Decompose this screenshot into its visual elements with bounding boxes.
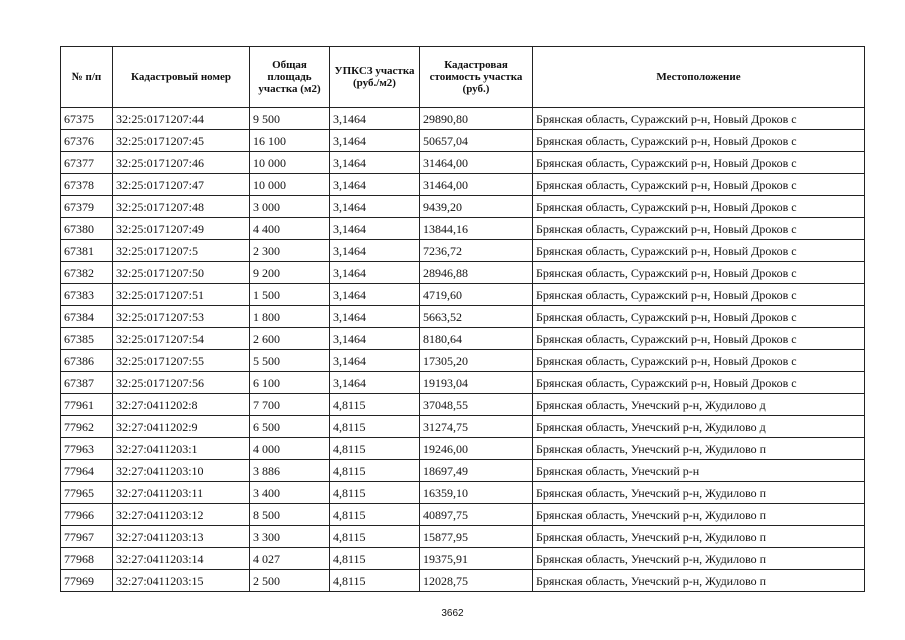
cadastral-value: 29890,80 (420, 108, 533, 130)
upksz: 3,1464 (330, 284, 420, 306)
upksz: 4,8115 (330, 394, 420, 416)
location: Брянская область, Суражский р-н, Новый Дроков с (533, 130, 865, 152)
cadastral-value: 15877,95 (420, 526, 533, 548)
cadastral-number: 32:25:0171207:54 (113, 328, 250, 350)
row-num: 67386 (61, 350, 113, 372)
area: 2 500 (250, 570, 330, 592)
upksz: 4,8115 (330, 460, 420, 482)
location: Брянская область, Суражский р-н, Новый Дроков с (533, 240, 865, 262)
table-row (61, 460, 865, 482)
cadastral-value: 7236,72 (420, 240, 533, 262)
row-num: 67380 (61, 218, 113, 240)
cadastral-value: 5663,52 (420, 306, 533, 328)
row-num: 67384 (61, 306, 113, 328)
location: Брянская область, Суражский р-н, Новый Дроков с (533, 196, 865, 218)
table-row (61, 372, 865, 394)
cadastral-number: 32:25:0171207:56 (113, 372, 250, 394)
location: Брянская область, Унечский р-н, Жудилово д (533, 394, 865, 416)
table-row (61, 482, 865, 504)
row-num: 67383 (61, 284, 113, 306)
table-header-row (61, 47, 865, 108)
row-num: 67375 (61, 108, 113, 130)
upksz: 3,1464 (330, 372, 420, 394)
cadastral-value: 50657,04 (420, 130, 533, 152)
table-row (61, 240, 865, 262)
row-num: 77966 (61, 504, 113, 526)
upksz: 4,8115 (330, 438, 420, 460)
row-num: 77963 (61, 438, 113, 460)
cadastral-number: 32:27:0411202:9 (113, 416, 250, 438)
table-row (61, 548, 865, 570)
location: Брянская область, Унечский р-н, Жудилово д (533, 416, 865, 438)
cadastral-number: 32:25:0171207:50 (113, 262, 250, 284)
table-row (61, 174, 865, 196)
cadastral-value: 40897,75 (420, 504, 533, 526)
row-num: 77964 (61, 460, 113, 482)
cadastral-number: 32:27:0411203:10 (113, 460, 250, 482)
cadastral-number: 32:27:0411202:8 (113, 394, 250, 416)
header-location: Местоположение (533, 47, 865, 108)
upksz: 4,8115 (330, 570, 420, 592)
location: Брянская область, Суражский р-н, Новый Дроков с (533, 328, 865, 350)
table-row (61, 438, 865, 460)
area: 5 500 (250, 350, 330, 372)
cadastral-value: 4719,60 (420, 284, 533, 306)
table-row (61, 570, 865, 592)
upksz: 3,1464 (330, 152, 420, 174)
header-cadastral-value: Кадастровая стоимость участка (руб.) (420, 47, 533, 108)
cadastral-number: 32:25:0171207:47 (113, 174, 250, 196)
location: Брянская область, Суражский р-н, Новый Дроков с (533, 372, 865, 394)
cadastral-value: 31274,75 (420, 416, 533, 438)
upksz: 4,8115 (330, 526, 420, 548)
row-num: 77965 (61, 482, 113, 504)
area: 9 500 (250, 108, 330, 130)
table-row (61, 328, 865, 350)
cadastral-number: 32:25:0171207:5 (113, 240, 250, 262)
table-row (61, 130, 865, 152)
location: Брянская область, Суражский р-н, Новый Дроков с (533, 284, 865, 306)
location: Брянская область, Суражский р-н, Новый Дроков с (533, 108, 865, 130)
table-row (61, 504, 865, 526)
upksz: 3,1464 (330, 174, 420, 196)
area: 2 600 (250, 328, 330, 350)
upksz: 4,8115 (330, 548, 420, 570)
row-num: 77967 (61, 526, 113, 548)
area: 4 000 (250, 438, 330, 460)
cadastral-value: 31464,00 (420, 152, 533, 174)
table-row (61, 526, 865, 548)
area: 6 500 (250, 416, 330, 438)
page-number: 3662 (441, 608, 464, 619)
row-num: 67387 (61, 372, 113, 394)
cadastral-number: 32:25:0171207:46 (113, 152, 250, 174)
cadastral-value: 19246,00 (420, 438, 533, 460)
upksz: 3,1464 (330, 108, 420, 130)
cadastral-number: 32:27:0411203:11 (113, 482, 250, 504)
cadastral-value: 17305,20 (420, 350, 533, 372)
cadastral-value: 19193,04 (420, 372, 533, 394)
table-row (61, 394, 865, 416)
upksz: 4,8115 (330, 416, 420, 438)
cadastral-number: 32:25:0171207:48 (113, 196, 250, 218)
row-num: 67376 (61, 130, 113, 152)
row-num: 77962 (61, 416, 113, 438)
cadastral-table (60, 46, 865, 592)
table-row (61, 416, 865, 438)
upksz: 3,1464 (330, 130, 420, 152)
row-num: 67381 (61, 240, 113, 262)
cadastral-value: 31464,00 (420, 174, 533, 196)
location: Брянская область, Суражский р-н, Новый Дроков с (533, 174, 865, 196)
row-num: 77968 (61, 548, 113, 570)
upksz: 3,1464 (330, 262, 420, 284)
header-upksz: УПКСЗ участка (руб./м2) (330, 47, 420, 108)
area: 16 100 (250, 130, 330, 152)
table-row (61, 218, 865, 240)
location: Брянская область, Унечский р-н, Жудилово п (533, 504, 865, 526)
row-num: 67378 (61, 174, 113, 196)
cadastral-value: 8180,64 (420, 328, 533, 350)
table-row (61, 196, 865, 218)
area: 1 500 (250, 284, 330, 306)
area: 4 027 (250, 548, 330, 570)
row-num: 67379 (61, 196, 113, 218)
table-row (61, 262, 865, 284)
cadastral-number: 32:27:0411203:15 (113, 570, 250, 592)
cadastral-number: 32:25:0171207:49 (113, 218, 250, 240)
area: 10 000 (250, 174, 330, 196)
cadastral-number: 32:25:0171207:51 (113, 284, 250, 306)
area: 7 700 (250, 394, 330, 416)
header-num: № п/п (61, 47, 113, 108)
area: 3 400 (250, 482, 330, 504)
location: Брянская область, Суражский р-н, Новый Дроков с (533, 218, 865, 240)
table-row (61, 108, 865, 130)
location: Брянская область, Суражский р-н, Новый Дроков с (533, 262, 865, 284)
row-num: 67382 (61, 262, 113, 284)
upksz: 3,1464 (330, 196, 420, 218)
cadastral-number: 32:27:0411203:1 (113, 438, 250, 460)
location: Брянская область, Суражский р-н, Новый Дроков с (533, 152, 865, 174)
area: 3 000 (250, 196, 330, 218)
cadastral-value: 37048,55 (420, 394, 533, 416)
cadastral-value: 13844,16 (420, 218, 533, 240)
area: 3 300 (250, 526, 330, 548)
row-num: 77969 (61, 570, 113, 592)
cadastral-number: 32:25:0171207:44 (113, 108, 250, 130)
area: 9 200 (250, 262, 330, 284)
location: Брянская область, Суражский р-н, Новый Дроков с (533, 350, 865, 372)
table-row (61, 350, 865, 372)
cadastral-value: 16359,10 (420, 482, 533, 504)
upksz: 4,8115 (330, 482, 420, 504)
upksz: 3,1464 (330, 240, 420, 262)
row-num: 77961 (61, 394, 113, 416)
header-area: Общая площадь участка (м2) (250, 47, 330, 108)
cadastral-number: 32:25:0171207:53 (113, 306, 250, 328)
cadastral-number: 32:25:0171207:55 (113, 350, 250, 372)
upksz: 3,1464 (330, 350, 420, 372)
area: 3 886 (250, 460, 330, 482)
location: Брянская область, Суражский р-н, Новый Дроков с (533, 306, 865, 328)
area: 1 800 (250, 306, 330, 328)
upksz: 3,1464 (330, 306, 420, 328)
cadastral-number: 32:25:0171207:45 (113, 130, 250, 152)
area: 8 500 (250, 504, 330, 526)
cadastral-value: 12028,75 (420, 570, 533, 592)
row-num: 67385 (61, 328, 113, 350)
cadastral-value: 28946,88 (420, 262, 533, 284)
upksz: 3,1464 (330, 328, 420, 350)
location: Брянская область, Унечский р-н, Жудилово п (533, 548, 865, 570)
location: Брянская область, Унечский р-н (533, 460, 865, 482)
row-num: 67377 (61, 152, 113, 174)
location: Брянская область, Унечский р-н, Жудилово п (533, 438, 865, 460)
cadastral-number: 32:27:0411203:14 (113, 548, 250, 570)
table-row (61, 284, 865, 306)
table-row (61, 152, 865, 174)
upksz: 4,8115 (330, 504, 420, 526)
location: Брянская область, Унечский р-н, Жудилово п (533, 526, 865, 548)
location: Брянская область, Унечский р-н, Жудилово п (533, 482, 865, 504)
table-row (61, 306, 865, 328)
area: 2 300 (250, 240, 330, 262)
location: Брянская область, Унечский р-н, Жудилово п (533, 570, 865, 592)
cadastral-number: 32:27:0411203:12 (113, 504, 250, 526)
cadastral-value: 18697,49 (420, 460, 533, 482)
table-body (61, 108, 865, 592)
cadastral-number: 32:27:0411203:13 (113, 526, 250, 548)
area: 6 100 (250, 372, 330, 394)
cadastral-value: 9439,20 (420, 196, 533, 218)
area: 10 000 (250, 152, 330, 174)
cadastral-value: 19375,91 (420, 548, 533, 570)
upksz: 3,1464 (330, 218, 420, 240)
area: 4 400 (250, 218, 330, 240)
header-cadastral-number: Кадастровый номер (113, 47, 250, 108)
